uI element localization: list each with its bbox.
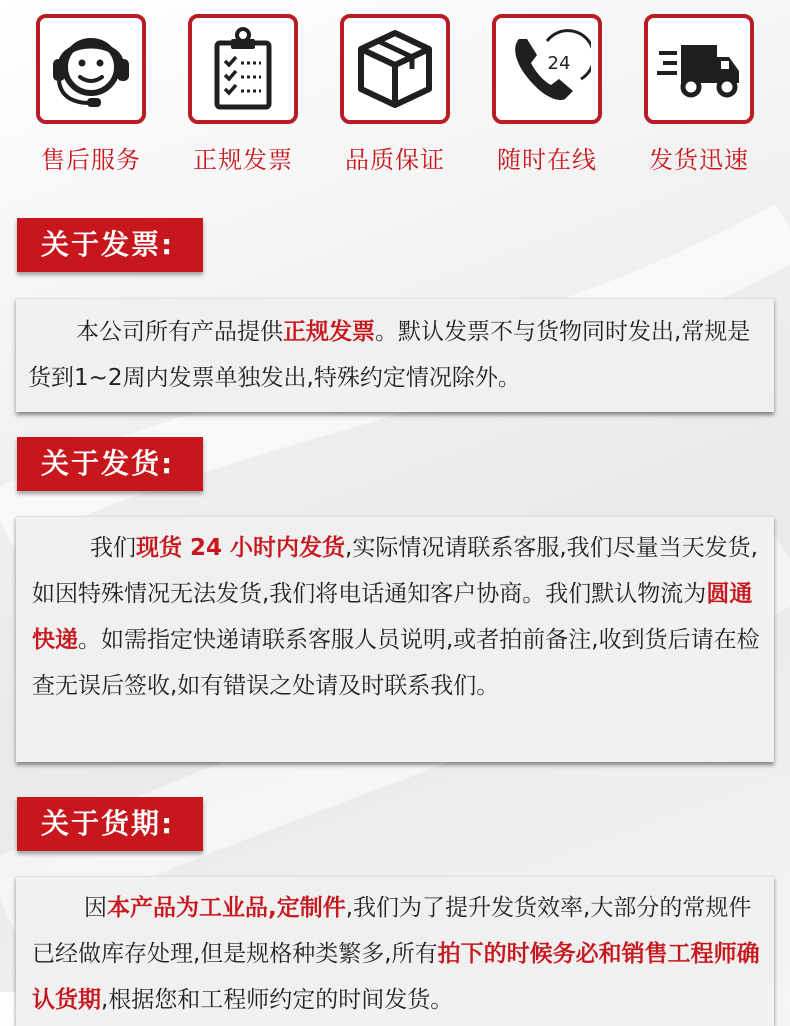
feature-fast-shipping bbox=[624, 14, 774, 175]
feature-label: 发货迅速 bbox=[649, 146, 749, 174]
shipping-icon-box bbox=[644, 14, 754, 124]
clipboard-checklist-icon bbox=[199, 25, 287, 113]
package-box-icon bbox=[351, 25, 439, 113]
feature-label: 品质保证 bbox=[345, 146, 445, 174]
online-icon-box bbox=[492, 14, 602, 124]
feature-label: 售后服务 bbox=[41, 146, 141, 174]
service-features bbox=[0, 14, 790, 184]
invoice-highlight: 正规发票 bbox=[283, 319, 375, 345]
shipping-highlight-courier: 圆通快递 bbox=[32, 581, 753, 653]
invoice-content bbox=[16, 298, 774, 412]
phone-24-badge: 24 bbox=[547, 53, 571, 74]
phone-24-icon bbox=[503, 25, 591, 113]
invoice-icon-box bbox=[188, 14, 298, 124]
feature-after-sales bbox=[16, 14, 166, 175]
lead-time-highlight-industrial: 本产品为工业品,定制件 bbox=[107, 895, 346, 921]
feature-quality bbox=[320, 14, 470, 175]
invoice-text-pre: 本公司所有产品提供 bbox=[76, 319, 283, 345]
headset-icon bbox=[47, 25, 135, 113]
quality-icon-box bbox=[340, 14, 450, 124]
shipping-section-title: 关于发货: bbox=[17, 437, 203, 491]
invoice-section-title: 关于发票: bbox=[17, 218, 203, 272]
lead-time-section-title: 关于货期: bbox=[17, 797, 203, 851]
lead-time-content bbox=[16, 876, 774, 1026]
shipping-text-post: 。如需指定快递请联系客服人员说明,或者拍前备注,收到货后请在检查无误后签收,如有错误之处请及时联系我们。 bbox=[32, 627, 760, 699]
lead-time-text-mid: ,我们为了提升发货效率,大部分的常规件已经做库存处理,但是规格种类繁多,所有 bbox=[32, 895, 752, 967]
shipping-highlight-24h: 现货 24 小时内发货 bbox=[136, 535, 346, 561]
lead-time-text-post: ,根据您和工程师约定的时间发货。 bbox=[101, 987, 454, 1013]
invoice-text-post: 。默认发票不与货物同时发出,常规是货到1~2周内发票单独发出,特殊约定情况除外。 bbox=[28, 319, 751, 391]
feature-invoice bbox=[168, 14, 318, 175]
shipping-text-pre: 我们 bbox=[90, 535, 136, 561]
shipping-text-mid: ,实际情况请联系客服,我们尽量当天发货,如因特殊情况无法发货,我们将电话通知客户协商。我们默认物流为 bbox=[32, 535, 758, 607]
lead-time-text-pre: 因 bbox=[84, 895, 107, 921]
lead-time-highlight-confirm: 拍下的时候务必和销售工程师确认货期 bbox=[32, 941, 760, 1013]
shipping-content bbox=[16, 516, 774, 762]
feature-label: 随时在线 bbox=[497, 146, 597, 174]
delivery-truck-icon bbox=[655, 25, 743, 113]
after-sales-icon-box bbox=[36, 14, 146, 124]
feature-online bbox=[472, 14, 622, 175]
feature-label: 正规发票 bbox=[193, 146, 293, 174]
